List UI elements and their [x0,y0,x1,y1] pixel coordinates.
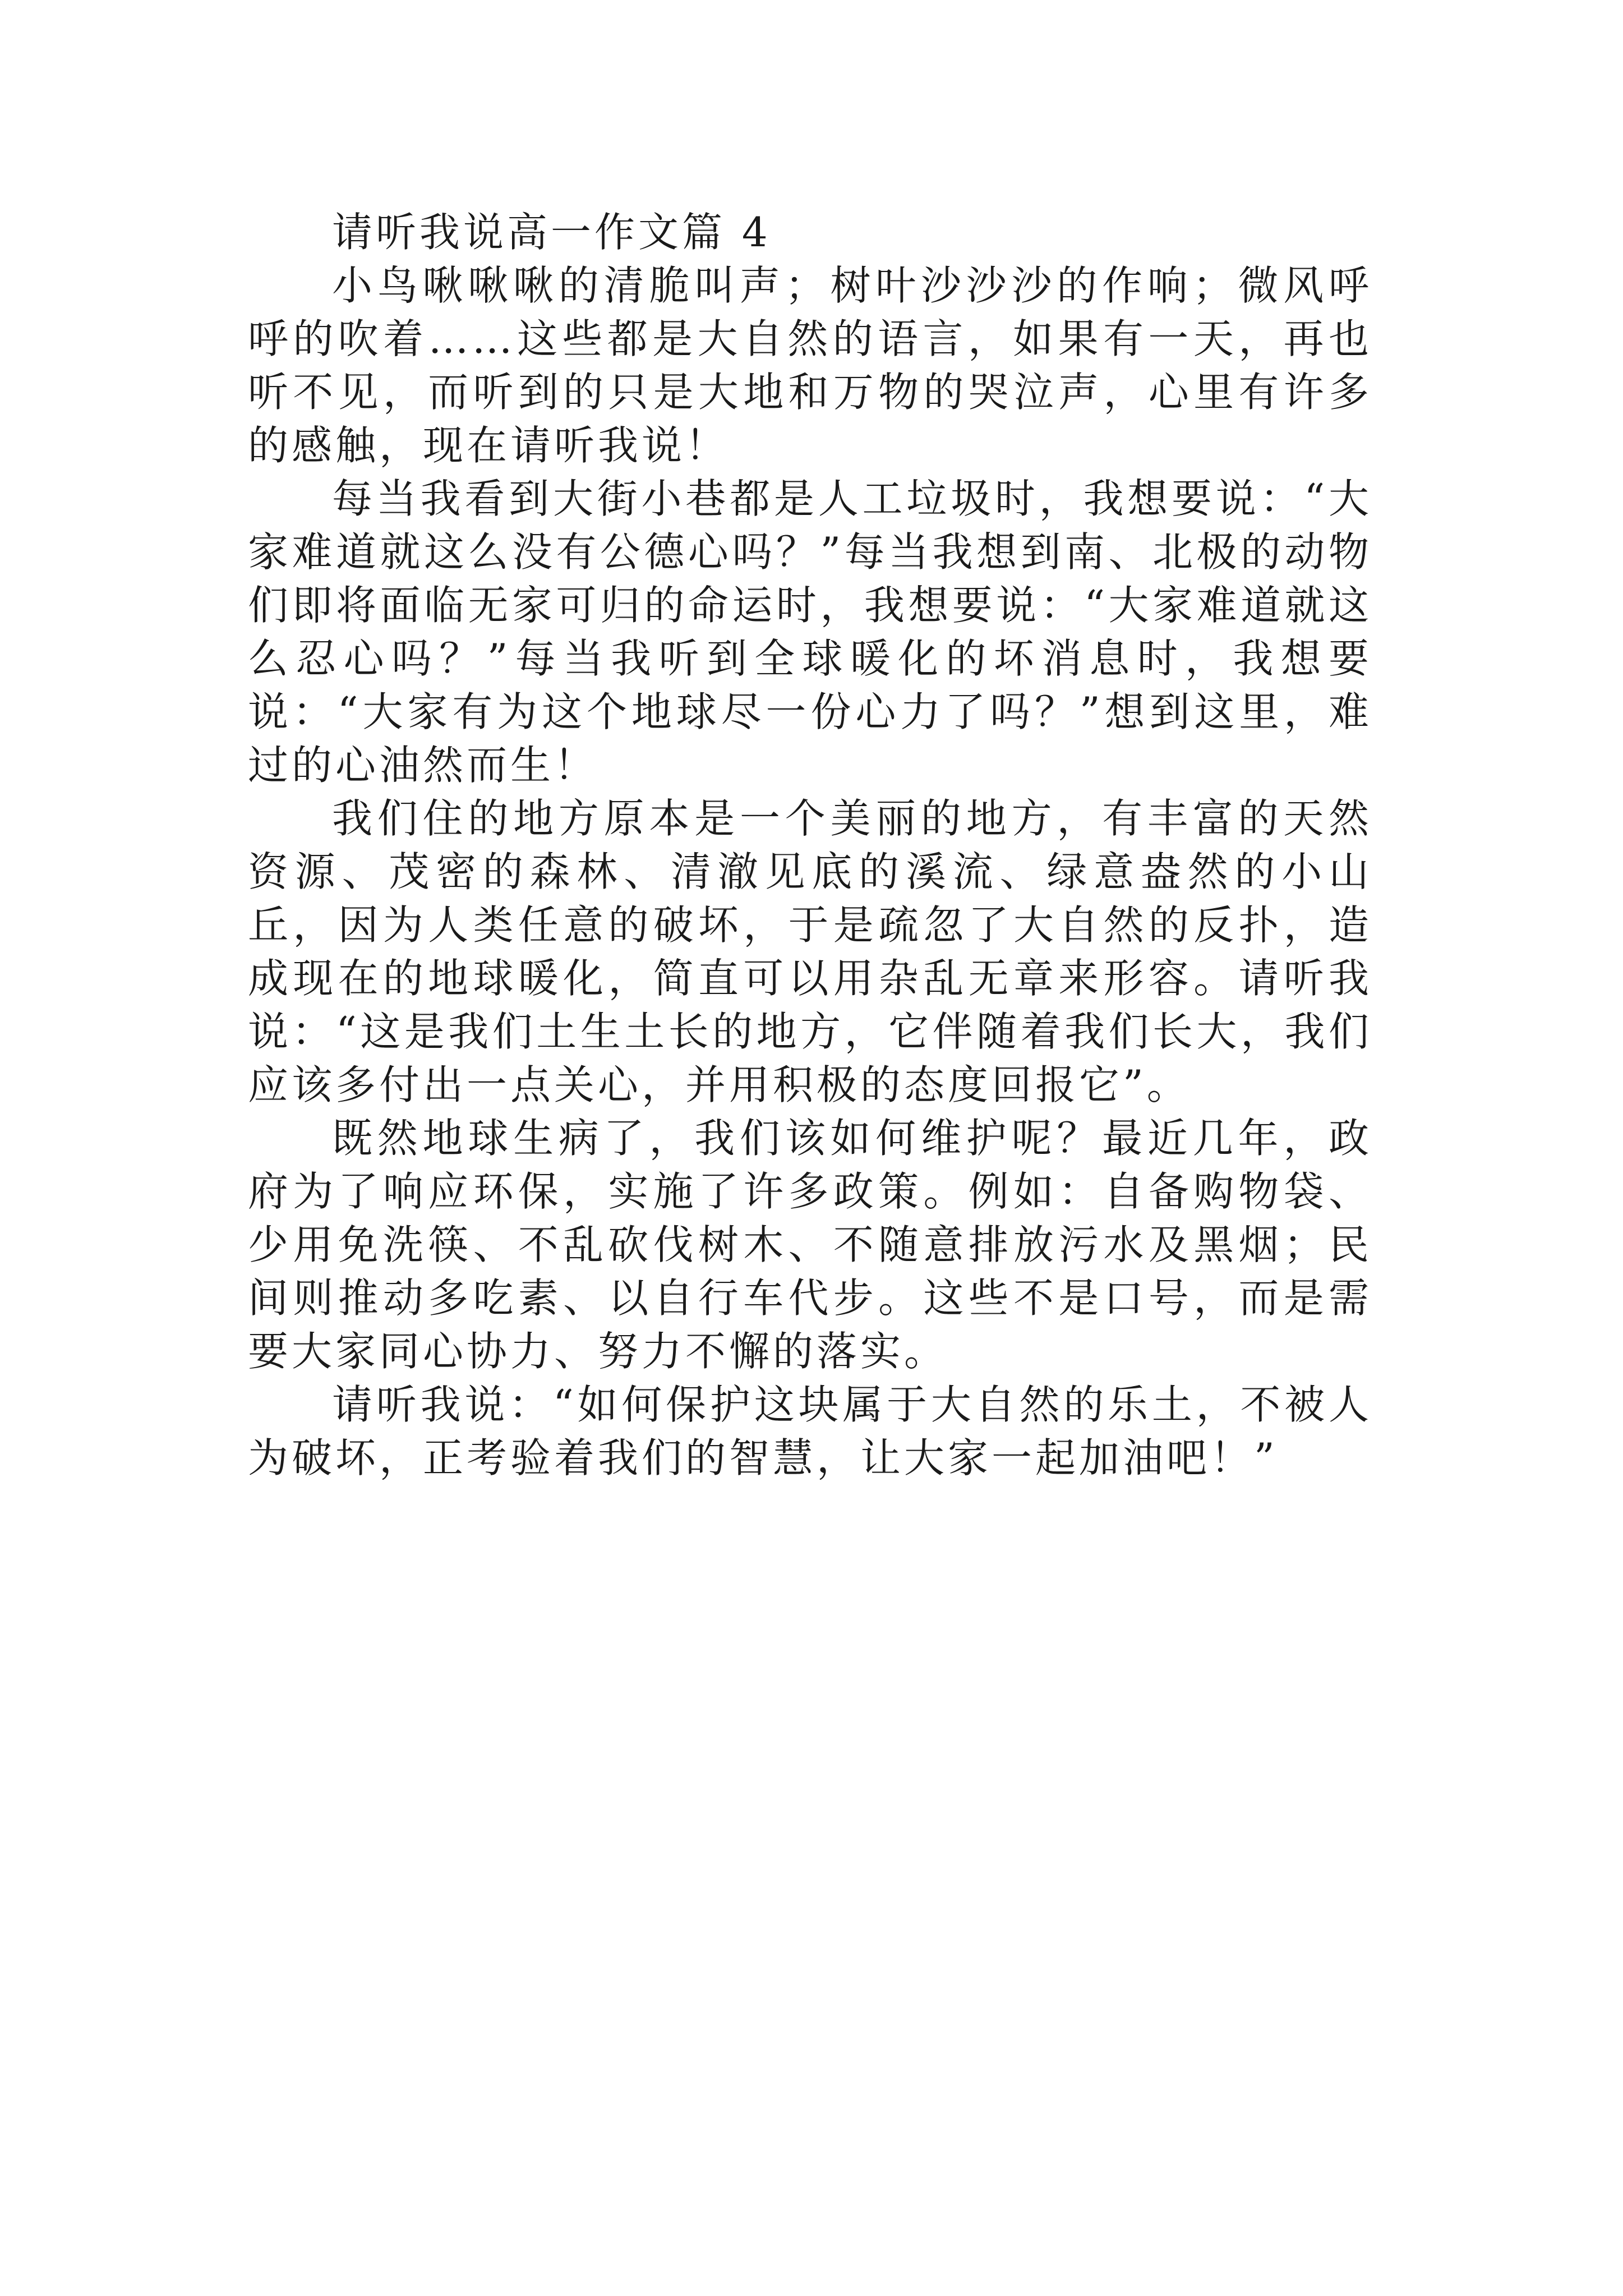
paragraph-5: 请听我说：“如何保护这块属于大自然的乐土，不被人为破坏，正考验着我们的智慧，让大家一起加油吧！” [248,1381,1372,1481]
paragraph-1: 小鸟啾啾啾的清脆叫声；树叶沙沙沙的作响；微风呼呼的吹着……这些都是大自然的语言，如果有一天，再也听不见，而听到的只是大地和万物的哭泣声，心里有许多的感触，现在请听我说！ [248,262,1372,469]
paragraph-3: 我们住的地方原本是一个美丽的地方，有丰富的天然资源、茂密的森林、清澈见底的溪流、绿意盎然的小山丘，因为人类任意的破坏，于是疏忽了大自然的反扑，造成现在的地球暖化，简直可以用杂乱无章来形容。请听我说：“这是我们土生土长的地方，它伴随着我们长大，我们应该多付出一点关心，并用积极的态度回报它”。 [248,795,1372,1108]
document-title: 请听我说高一作文篇 4 [332,209,771,256]
paragraph-2: 每当我看到大街小巷都是人工垃圾时，我想要说：“大家难道就这么没有公德心吗？”每当我想到南、北极的动物们即将面临无家可归的命运时，我想要说：“大家难道就这么忍心吗？”每当我听到全球暖化的坏消息时，我想要说：“大家有为这个地球尽一份心力了吗？”想到这里，难过的心油然而生！ [248,475,1372,789]
document-body [248,206,1372,1485]
paragraph-4: 既然地球生病了，我们该如何维护呢？最近几年，政府为了响应环保，实施了许多政策。例如：自备购物袋、少用免洗筷、不乱砍伐树木、不随意排放污水及黑烟；民间则推动多吃素、以自行车代步。这些不是口号，而是需要大家同心协力、努力不懈的落实。 [248,1115,1372,1375]
